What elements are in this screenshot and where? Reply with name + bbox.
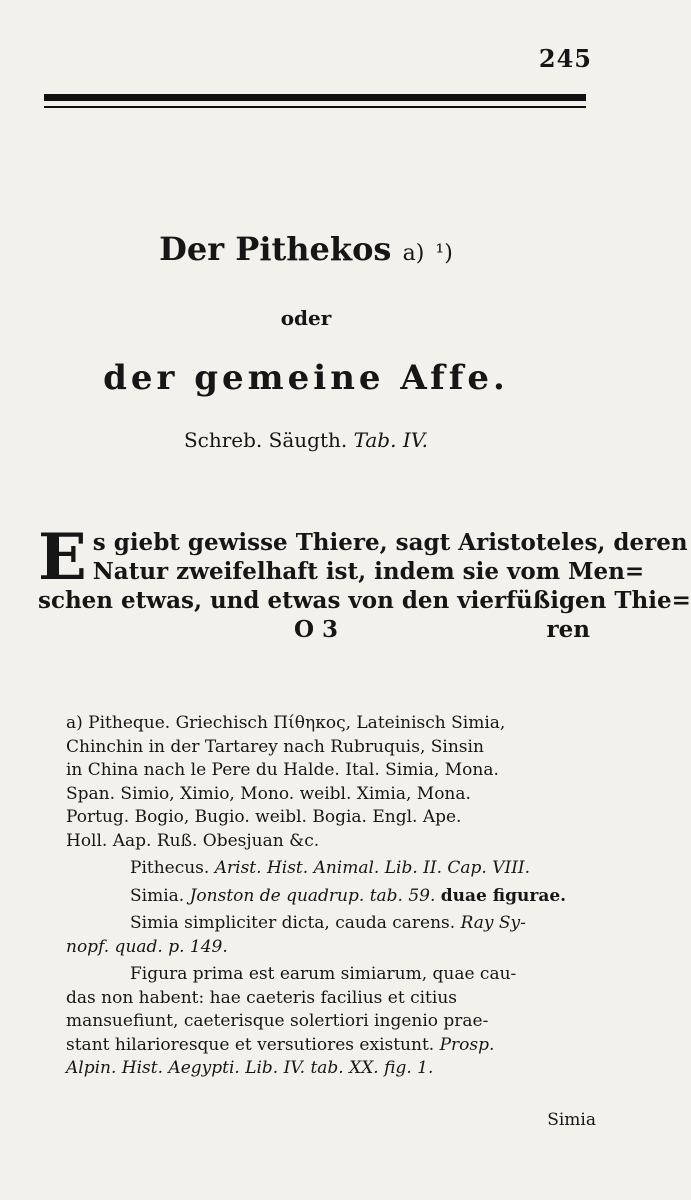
drop-cap: E <box>38 520 87 595</box>
signature-mark: O 3 <box>294 616 339 643</box>
figura-ref-a: Prosp. <box>439 1034 495 1055</box>
figura-line-4: stant hilarioresque et versutiores existunt. <box>66 1034 435 1055</box>
reference-tab: Tab. IV. <box>353 428 429 452</box>
figura-ref-b: Alpin. Hist. Aegypti. Lib. IV. tab. XX. fig. 1. <box>66 1058 434 1078</box>
main-title: der gemeine Affe. <box>103 358 509 398</box>
footnote-a-line-3: in China nach le Pere du Halde. Ital. Simia, Mona. <box>66 760 499 780</box>
chapter-title-text: Der Pithekos <box>159 230 392 268</box>
simia-label: Simia. <box>130 885 185 906</box>
body-catchword: ren <box>546 616 590 643</box>
footnote-marker-1: ¹) <box>435 241 453 266</box>
header-rule-thin <box>44 106 586 108</box>
footnote-pithecus <box>66 857 596 881</box>
footnote-a-line-4: Span. Simio, Ximio, Mono. weibl. Ximia, Mona. <box>66 783 471 804</box>
footnote-figura <box>66 963 596 1081</box>
footnote-simia-ray <box>66 912 596 959</box>
reference-text: Schreb. Säugth. <box>183 428 348 452</box>
page-number: 245 <box>538 44 592 73</box>
footnote-marker-a: a) <box>402 241 425 266</box>
footnote-a-line-5: Portug. Bogio, Bugio. weibl. Bogia. Engl. Ape. <box>66 807 462 827</box>
footnotes <box>66 712 596 1081</box>
body-line-2: Natur zweifelhaft ist, indem sie vom Men= <box>92 558 645 585</box>
page-catchword: Simia <box>547 1110 596 1130</box>
body-line-1: s giebt gewisse Thiere, sagt Aristoteles, deren <box>92 529 688 556</box>
subtitle-oder: oder <box>280 306 332 330</box>
footnote-a <box>66 712 596 853</box>
simia-ray-ref-2: nopf. quad. p. 149. <box>66 936 228 957</box>
pithecus-ref: Arist. Hist. Animal. Lib. II. Cap. VIII. <box>214 858 531 878</box>
footnote-a-line-6: Holl. Aap. Ruß. Obesjuan &c. <box>66 830 320 851</box>
figura-line-1: Figura prima est earum simiarum, quae cau- <box>130 964 517 984</box>
simia-extra: duae figurae. <box>440 885 567 906</box>
chapter-title <box>0 230 612 268</box>
figura-line-2: das non habent: hae caeteris facilius et citius <box>66 987 457 1008</box>
body-line-3: schen etwas, und etwas von den vierfüßigen Thie= <box>38 587 691 614</box>
body-line-4 <box>38 615 590 644</box>
header-rule-thick <box>44 94 586 101</box>
footnote-simia-jonston <box>66 885 596 909</box>
footnote-a-line-2: Chinchin in der Tartarey nach Rubruquis, Sinsin <box>66 736 484 757</box>
reference-line <box>0 428 612 452</box>
simia-ray-text: Simia simpliciter dicta, cauda carens. <box>130 913 456 933</box>
body-paragraph <box>38 520 691 644</box>
pithecus-label: Pithecus. <box>130 858 210 878</box>
simia-ray-ref-1: Ray Sy- <box>460 913 526 933</box>
simia-ref: Jonston de quadrup. tab. 59. <box>189 885 436 906</box>
figura-line-3: mansuefiunt, caeterisque solertiori ingenio prae- <box>66 1011 489 1031</box>
footnote-a-line-1: a) Pitheque. Griechisch Πίθηκος, Lateinisch Simia, <box>66 713 506 733</box>
